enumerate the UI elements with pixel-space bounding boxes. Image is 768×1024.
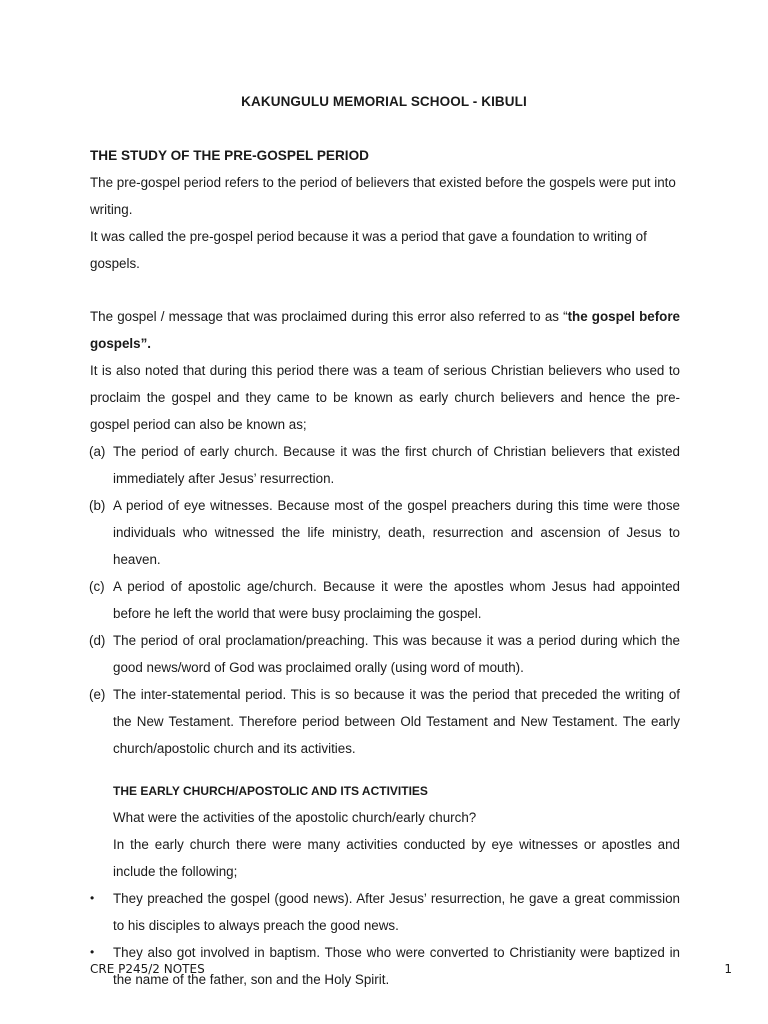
intro-line: It was called the pre-gospel period because it was a period that gave a foundation to writing of gospels. <box>90 229 647 271</box>
section-heading: THE STUDY OF THE PRE-GOSPEL PERIOD <box>90 148 369 163</box>
list-item <box>90 492 680 573</box>
list-marker: (e) <box>89 687 106 702</box>
school-title: KAKUNGULU MEMORIAL SCHOOL - KIBULI <box>241 94 527 109</box>
document-body <box>90 147 680 993</box>
list-item-text: The period of early church. Because it was the first church of Christian believers that existed immediately after Jesus’ resurrection. <box>113 444 680 486</box>
list-item <box>90 885 680 939</box>
bullet-icon: • <box>90 891 95 905</box>
list-marker: (b) <box>89 498 106 513</box>
list-marker: (a) <box>89 444 106 459</box>
activities-list <box>90 885 680 993</box>
bullet-icon: • <box>90 945 95 959</box>
paragraph-spacer <box>90 762 680 778</box>
list-item-text: They also got involved in baptism. Those who were converted to Christianity were baptized in the name of the father, son and the Holy Spirit. <box>113 945 680 987</box>
periods-list <box>90 438 680 762</box>
gospel-paragraph <box>90 303 680 357</box>
list-marker: (d) <box>89 633 106 648</box>
question-text: What were the activities of the apostolic church/early church? <box>113 810 477 825</box>
activities-intro: In the early church there were many activities conducted by eye witnesses or apostles and include the following; <box>113 837 680 879</box>
activities-section <box>90 778 680 885</box>
list-item <box>90 438 680 492</box>
page-number: 1 <box>724 962 732 976</box>
list-item-text: They preached the gospel (good news). After Jesus’ resurrection, he gave a great commission to his disciples to always preach the good news. <box>113 891 680 933</box>
subsection-heading: THE EARLY CHURCH/APOSTOLIC AND ITS ACTIVITIES <box>113 784 428 798</box>
list-item-text: The inter-statemental period. This is so because it was the period that preceded the writing of the New Testament. Therefore period between Old Testament and New Testament. The early church/apostolic church and its activities. <box>113 687 680 756</box>
list-item-text: A period of eye witnesses. Because most of the gospel preachers during this time were those individuals who witnessed the life ministry, death, resurrection and ascension of Jesus to heaven. <box>113 498 680 567</box>
team-paragraph: It is also noted that during this period there was a team of serious Christian believers who used to proclaim the gospel and they came to be known as early church believers and hence the pre-gospel period can also be known as; <box>90 363 680 432</box>
list-item <box>90 681 680 762</box>
list-item <box>90 627 680 681</box>
footer-label: CRE P245/2 NOTES <box>90 962 205 976</box>
intro-line: The pre-gospel period refers to the period of believers that existed before the gospels were put into writing. <box>90 175 676 217</box>
list-marker: (c) <box>89 579 105 594</box>
gospel-sentence-bold: the gospel before gospels”. <box>90 309 680 351</box>
gospel-sentence-start: The gospel / message that was proclaimed during this error also referred to as “ <box>90 309 568 324</box>
list-item <box>90 573 680 627</box>
paragraph-spacer <box>90 277 680 303</box>
list-item-text: The period of oral proclamation/preaching. This was because it was a period during which the good news/word of God was proclaimed orally (using word of mouth). <box>113 633 680 675</box>
list-item-text: A period of apostolic age/church. Because it were the apostles whom Jesus had appointed before he left the world that were busy proclaiming the gospel. <box>113 579 680 621</box>
